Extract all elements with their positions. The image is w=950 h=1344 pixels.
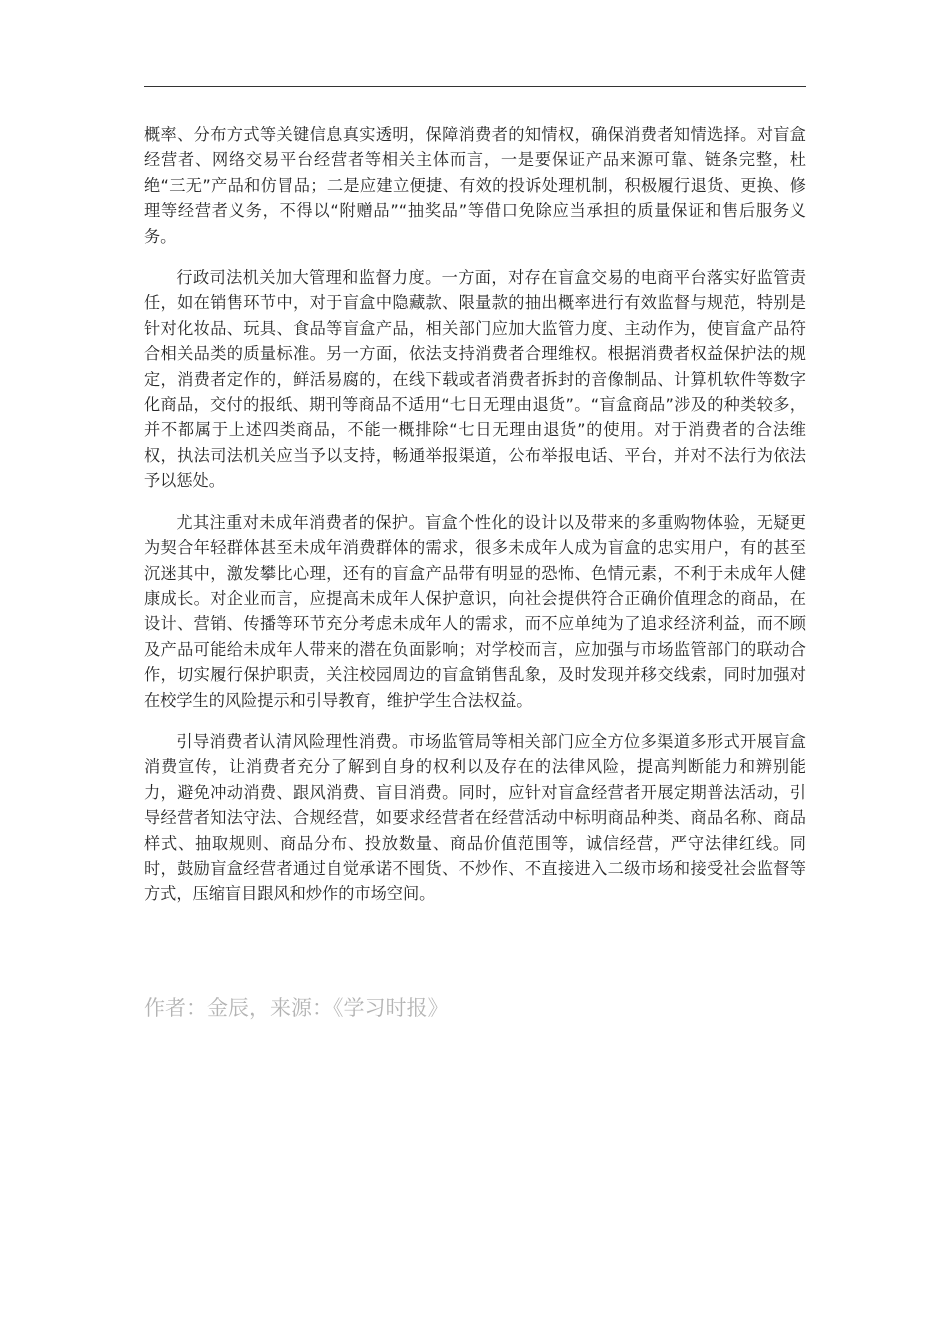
author-source-byline: 作者：金辰，来源：《学习时报》: [144, 996, 449, 1020]
header-rule: [144, 86, 806, 87]
paragraph-regulation: 行政司法机关加大管理和监督力度。一方面，对存在盲盒交易的电商平台落实好监管责任，如在销售环节中，对于盲盒中隐藏款、限量款的抽出概率进行有效监督与规范，特别是针对化妆品、玩具、食品等盲盒产品，相关部门应加大监管力度、主动作为，使盲盒产品符合相关品类的质量标准。另一方面，依法支持消费者合理维权。根据消费者权益保护法的规定，消费者定作的，鲜活易腐的，在线下载或者消费者拆封的音像制品、计算机软件等数字化商品，交付的报纸、期刊等商品不适用“七日无理由退货”。“盲盒商品”涉及的种类较多，并不都属于上述四类商品，不能一概排除“七日无理由退货”的使用。对于消费者的合法维权，执法司法机关应当予以支持，畅通举报渠道，公布举报电话、平台，并对不法行为依法予以惩处。: [144, 268, 806, 491]
paragraph-rational-consumption: 引导消费者认清风险理性消费。市场监管局等相关部门应全方位多渠道多形式开展盲盒消费宣传，让消费者充分了解到自身的权利以及存在的法律风险，提高判断能力和辨别能力，避免冲动消费、跟风消费、盲目消费。同时，应针对盲盒经营者开展定期普法活动，引导经营者知法守法、合规经营，如要求经营者在经营活动中标明商品种类、商品名称、商品样式、抽取规则、商品分布、投放数量、商品价值范围等，诚信经营，严守法律红线。同时，鼓励盲盒经营者通过自觉承诺不囤货、不炒作、不直接进入二级市场和接受社会监督等方式，压缩盲目跟风和炒作的市场空间。: [144, 731, 806, 904]
paragraph-continued: 概率、分布方式等关键信息真实透明，保障消费者的知情权，确保消费者知情选择。对盲盒经营者、网络交易平台经营者等相关主体而言，一是要保证产品来源可靠、链条完整，杜绝“三无”产品和仿冒品；二是应建立便捷、有效的投诉处理机制，积极履行退货、更换、修理等经营者义务，不得以“附赠品”“抽奖品”等借口免除应当承担的质量保证和售后服务义务。: [144, 125, 806, 246]
article-body: [144, 122, 806, 923]
paragraph-minors: 尤其注重对未成年消费者的保护。盲盒个性化的设计以及带来的多重购物体验，无疑更为契合年轻群体甚至未成年消费群体的需求，很多未成年人成为盲盒的忠实用户，有的甚至沉迷其中，激发攀比心理，还有的盲盒产品带有明显的恐怖、色情元素，不利于未成年人健康成长。对企业而言，应提高未成年人保护意识，向社会提供符合正确价值理念的商品，在设计、营销、传播等环节充分考虑未成年人的需求，而不应单纯为了追求经济利益，而不顾及产品可能给未成年人带来的潜在负面影响；对学校而言，应加强与市场监管部门的联动合作，切实履行保护职责，关注校园周边的盲盒销售乱象，及时发现并移交线索，同时加强对在校学生的风险提示和引导教育，维护学生合法权益。: [144, 512, 806, 710]
